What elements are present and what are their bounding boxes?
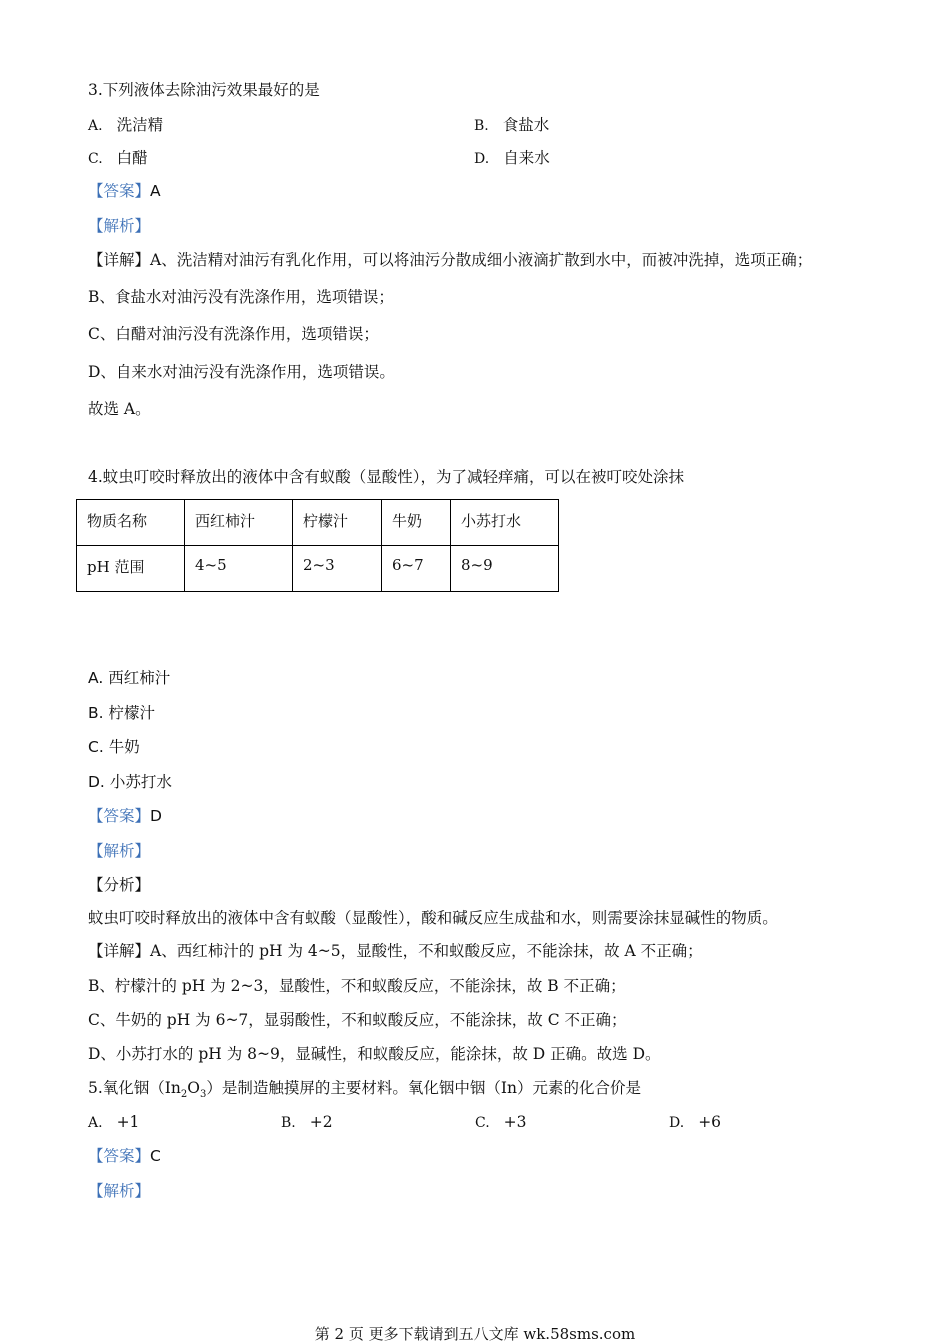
table-cell: 西红柿汁 [185, 500, 293, 546]
q5-analysis-tag: 【解析】 [88, 1182, 151, 1200]
q5-option-b: B. +2 [281, 1113, 333, 1131]
q4-option-a: A. 西红柿汁 [88, 669, 171, 687]
q3-line-b: B、食盐水对油污没有洗涤作用，选项错误； [88, 288, 394, 306]
q3-line-c: C、白醋对油污没有洗涤作用，选项错误； [88, 325, 379, 343]
table-cell: 4~5 [185, 546, 293, 592]
table-cell: 牛奶 [382, 500, 451, 546]
q5-option-a: A. +1 [88, 1113, 140, 1131]
q3-conclusion: 故选 A。 [88, 400, 151, 418]
q4-fenxi-tag: 【分析】 [88, 876, 151, 894]
q4-option-b: B. 柠檬汁 [88, 704, 156, 722]
table-cell: pH 范围 [77, 546, 185, 592]
table-cell: 2~3 [293, 546, 382, 592]
q4-line-b: B、柠檬汁的 pH 为 2~3，显酸性，不和蚁酸反应，不能涂抹，故 B 不正确； [88, 977, 626, 995]
q3-question: 3.下列液体去除油污效果最好的是 [88, 81, 320, 99]
table-cell: 小苏打水 [451, 500, 559, 546]
q3-option-c: C. 白醋 [88, 149, 148, 167]
ph-table [76, 499, 559, 592]
q4-detail: 【详解】A、西红柿汁的 pH 为 4~5，显酸性，不和蚁酸反应，不能涂抹，故 A 不正确； [88, 942, 703, 960]
q3-detail: 【详解】A、洗洁精对油污有乳化作用，可以将油污分散成细小液滴扩散到水中，而被冲洗掉，选项正确； [88, 251, 813, 269]
table-cell: 6~7 [382, 546, 451, 592]
table-cell: 物质名称 [77, 500, 185, 546]
q5-option-c: C. +3 [475, 1113, 527, 1131]
q4-answer: 【答案】D [88, 807, 162, 825]
q4-option-c: C. 牛奶 [88, 738, 140, 756]
q4-question: 4.蚊虫叮咬时释放出的液体中含有蚁酸（显酸性），为了减轻痒痛，可以在被叮咬处涂抹 [88, 468, 685, 486]
q4-line-d: D、小苏打水的 pH 为 8~9，显碱性，和蚁酸反应，能涂抹，故 D 正确。故选 D。 [88, 1045, 661, 1063]
page-footer: 第 2 页 更多下载请到五八文库 wk.58sms.com [314, 1325, 636, 1343]
q5-answer: 【答案】C [88, 1147, 161, 1165]
q5-option-d: D. +6 [669, 1113, 722, 1131]
q4-line-c: C、牛奶的 pH 为 6~7，显弱酸性，不和蚁酸反应，不能涂抹，故 C 不正确； [88, 1011, 627, 1029]
q4-fenxi: 蚊虫叮咬时释放出的液体中含有蚁酸（显酸性），酸和碱反应生成盐和水，则需要涂抹显碱性的物质。 [88, 909, 778, 927]
table-header-row [77, 500, 559, 546]
q5-question: 5.氧化铟$(In_2O_3)$是制造触摸屏的主要材料。氧化铟中铟（In）元素的化合价是 [88, 1079, 641, 1101]
table-row [77, 546, 559, 592]
q3-line-d: D、自来水对油污没有洗涤作用，选项错误。 [88, 363, 395, 381]
q3-option-d: D. 自来水 [474, 149, 550, 167]
q4-option-d: D. 小苏打水 [88, 773, 172, 791]
q3-option-a: A. 洗洁精 [88, 116, 164, 134]
table-cell: 8~9 [451, 546, 559, 592]
q3-analysis-tag: 【解析】 [88, 217, 151, 235]
table-cell: 柠檬汁 [293, 500, 382, 546]
q3-answer: 【答案】A [88, 182, 161, 200]
q3-option-b: B. 食盐水 [474, 116, 550, 134]
q4-analysis-tag: 【解析】 [88, 842, 151, 860]
